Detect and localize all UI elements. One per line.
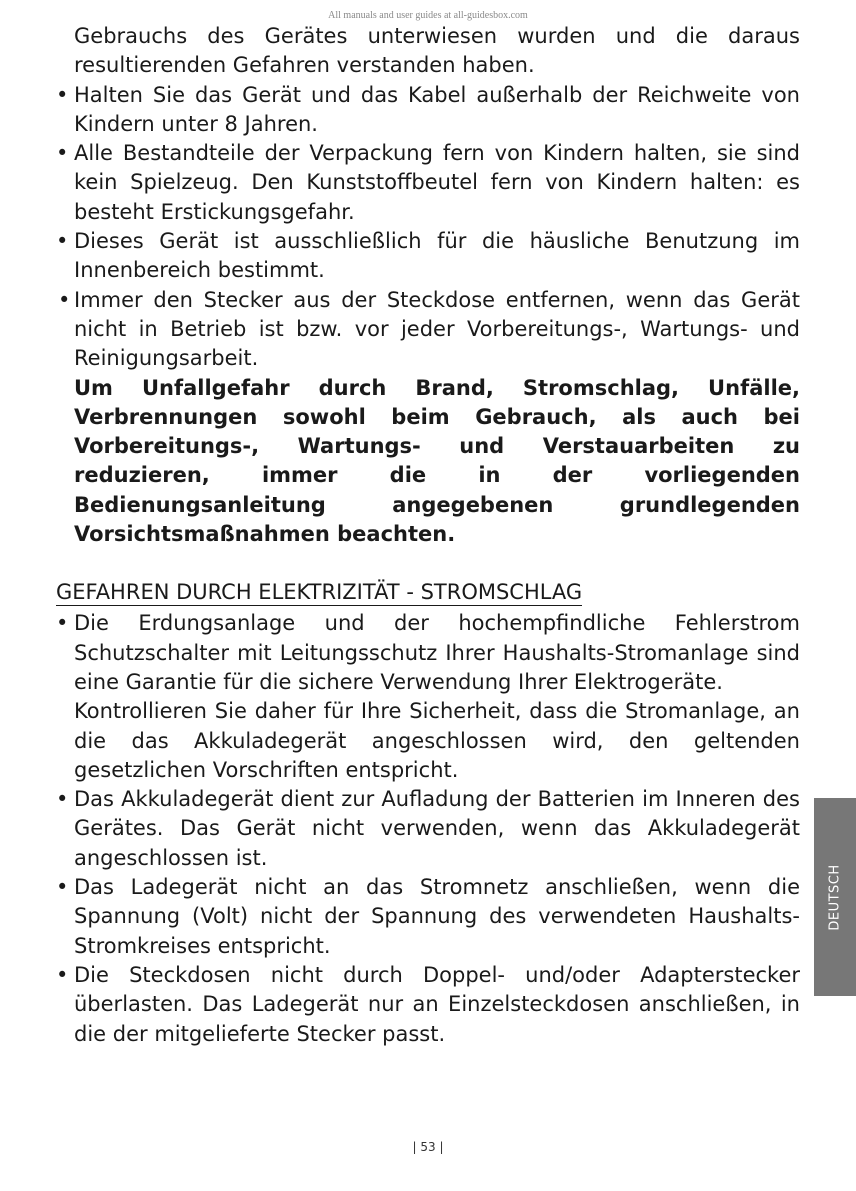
bullet-icon: • — [56, 611, 69, 636]
list-item — [56, 227, 800, 286]
list-item-text: Das Akkuladegerät dient zur Aufladung der Batterien im Inneren des Gerätes. Das Gerät nicht verwenden, wenn das Akkuladegerät angeschlossen ist. — [74, 787, 800, 870]
bullet-icon: • — [56, 787, 69, 812]
list-item — [56, 139, 800, 227]
intro-continuation: Gebrauchs des Gerätes unterwiesen wurden und die daraus resultierenden Gefahren verstanden haben. — [74, 24, 800, 78]
document-body — [56, 22, 800, 1049]
spacer — [56, 549, 800, 578]
list-item-text: Die Erdungsanlage und der hochempfindliche Fehlerstrom Schutzschalter mit Leitungsschutz Ihrer Haushalts-Stromanlage sind eine Garantie für die sichere Verwendung Ihrer Elektrogeräte. — [74, 611, 800, 694]
language-label: DEUTSCH — [827, 863, 843, 931]
bold-safety-warning: Um Unfallgefahr durch Brand, Stromschlag, Unfälle, Verbrennungen sowohl beim Gebrauch, als auch bei Vorbereitungs-, Wartungs- und Verstauarbeiten zu reduzieren, immer die in der vorliegenden Bedienungsanleitung angegebenen grundlegenden Vorsichtsmaßnahmen beachten. — [74, 375, 800, 547]
list-item-text: Die Steckdosen nicht durch Doppel- und/oder Adapterstecker überlasten. Das Ladegerät nur an Einzelsteckdosen anschließen, in die der mitgelieferte Stecker passt. — [74, 962, 800, 1046]
list-item-text: Immer den Stecker aus der Steckdose entfernen, wenn das Gerät nicht in Betrieb ist bzw. vor jeder Vorbereitungs-, Wartungs- und Reinigungsarbeit. — [74, 287, 800, 371]
list-item-text: Das Ladegerät nicht an das Stromnetz anschließen, wenn die Spannung (Volt) nicht der Spannung des verwendeten Haushalts-Stromkreises entspricht. — [74, 875, 800, 958]
bullet-icon: • — [56, 962, 69, 987]
bullet-icon: • — [56, 141, 69, 166]
list-item — [56, 286, 800, 374]
list-item-text: Alle Bestandteile der Verpackung fern von Kindern halten, sie sind kein Spielzeug. Den Kunststoffbeutel fern von Kindern halten: es besteht Erstickungsgefahr. — [74, 141, 800, 224]
bullet-icon: • — [56, 875, 69, 900]
list-item — [56, 961, 800, 1049]
list-item — [56, 785, 800, 873]
list-item — [56, 873, 800, 961]
list-item — [56, 609, 800, 697]
list-item — [56, 81, 800, 140]
language-side-tab — [814, 798, 856, 996]
page-number: | 53 | — [412, 1140, 444, 1154]
bullet-icon: • — [56, 229, 69, 254]
bullet-icon: • — [58, 287, 71, 312]
bullet-icon: • — [56, 82, 69, 107]
list-item-text: Halten Sie das Gerät und das Kabel außerhalb der Reichweite von Kindern unter 8 Jahren. — [74, 82, 800, 136]
list-item-text: Dieses Gerät ist ausschließlich für die häusliche Benutzung im Innenbereich bestimmt. — [74, 229, 800, 283]
watermark: All manuals and user guides at all-guidesbox.com — [328, 10, 528, 21]
electric-followup: Kontrollieren Sie daher für Ihre Sicherheit, dass die Stromanlage, an die das Akkuladegerät angeschlossen wird, den geltenden gesetzlichen Vorschriften entspricht. — [74, 699, 800, 782]
section-heading: GEFAHREN DURCH ELEKTRIZITÄT - STROMSCHLAG — [56, 580, 583, 605]
